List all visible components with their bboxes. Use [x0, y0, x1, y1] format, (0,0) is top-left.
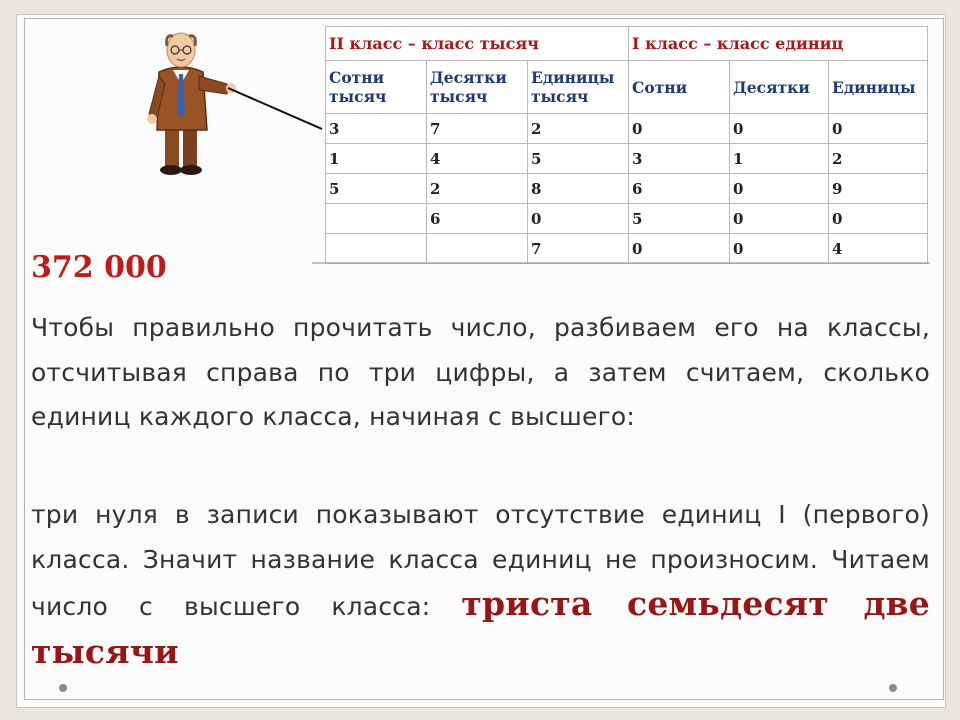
table-cell: 9 — [829, 174, 928, 204]
table-row — [326, 114, 928, 144]
table-cell: 0 — [829, 204, 928, 234]
table-cell: 5 — [629, 204, 730, 234]
table-cell: 6 — [427, 204, 528, 234]
table-cell: 2 — [528, 114, 629, 144]
table-cell: 4 — [427, 144, 528, 174]
header-hundreds: Сотни — [629, 61, 730, 114]
table-underline — [312, 262, 930, 264]
table-cell: 0 — [730, 204, 829, 234]
header-thousands-class: II класс – класс тысяч — [326, 27, 629, 61]
table-cell: 5 — [528, 144, 629, 174]
header-units-thousands: Единицы тысяч — [528, 61, 629, 114]
table-cell: 0 — [730, 114, 829, 144]
table-cell: 1 — [326, 144, 427, 174]
header-tens-thousands: Десятки тысяч — [427, 61, 528, 114]
rule-paragraph: Чтобы правильно прочитать число, разбиваем его на классы, отсчитывая справа по три цифры, а затем считаем, сколько единиц каждого класса, начиная с высшего: — [31, 313, 930, 431]
header-tens: Десятки — [730, 61, 829, 114]
table-cell: 2 — [427, 174, 528, 204]
table-cell: 8 — [528, 174, 629, 204]
table-cell: 4 — [829, 234, 928, 264]
bullet-dot-right — [889, 684, 897, 692]
table-cell: 3 — [326, 114, 427, 144]
place-value-table — [325, 26, 928, 264]
table-cell — [427, 234, 528, 264]
table-cell: 0 — [829, 114, 928, 144]
table-body — [326, 114, 928, 264]
table-cell: 2 — [829, 144, 928, 174]
table-row — [326, 174, 928, 204]
header-units: Единицы — [829, 61, 928, 114]
header-hundreds-thousands: Сотни тысяч — [326, 61, 427, 114]
table-cell: 0 — [730, 234, 829, 264]
table-cell — [326, 234, 427, 264]
table-cell: 3 — [629, 144, 730, 174]
table-cell: 6 — [629, 174, 730, 204]
table-row — [326, 204, 928, 234]
explanation-paragraph — [31, 493, 930, 677]
table-cell: 0 — [528, 204, 629, 234]
table-row — [326, 144, 928, 174]
table-row — [326, 234, 928, 264]
table-cell: 7 — [528, 234, 629, 264]
number-reading-answer: триста семьдесят две тысячи — [31, 584, 930, 671]
explanation-text: три нуля в записи показывают отсутствие единиц I (первого) класса. Значит название класса единиц не произносим. Читаем число с высшего класса: — [31, 500, 930, 621]
teacher-illustration — [135, 22, 240, 182]
example-number: 372 000 — [31, 250, 167, 285]
table-cell — [326, 204, 427, 234]
table-cell: 0 — [730, 174, 829, 204]
header-units-class: I класс – класс единиц — [629, 27, 928, 61]
bullet-dot-left — [59, 684, 67, 692]
table-cell: 0 — [629, 234, 730, 264]
table-cell: 0 — [629, 114, 730, 144]
table-cell: 1 — [730, 144, 829, 174]
table-cell: 5 — [326, 174, 427, 204]
table-cell: 7 — [427, 114, 528, 144]
